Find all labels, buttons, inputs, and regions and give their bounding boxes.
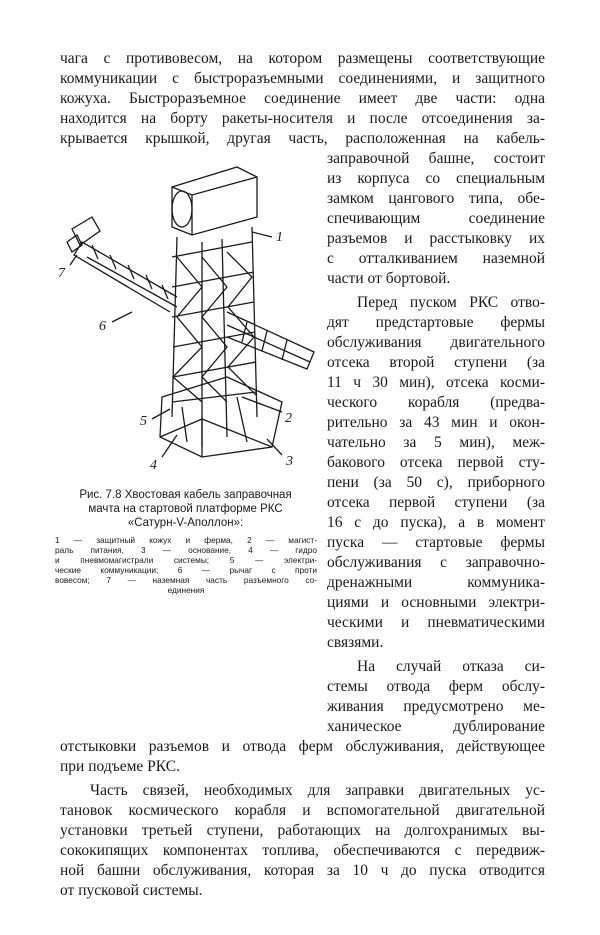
text-line: разъемов и расстыковку их bbox=[327, 230, 545, 247]
text-line: пуска — стартовые фермы bbox=[327, 534, 545, 551]
text-line: кожуха. Быстроразъемное соединение имеет две части: одна bbox=[60, 90, 545, 107]
text-line: стемы отвода ферм обслу- bbox=[327, 678, 545, 695]
text-line: связями. bbox=[327, 634, 384, 651]
text-line: отсека второй ступени (за bbox=[327, 354, 545, 371]
text-line: отсека первой ступени (за bbox=[327, 494, 545, 511]
text-line: обслуживания двигательного bbox=[327, 334, 545, 351]
text-line: 11 ч 30 мин), отсека косми- bbox=[327, 374, 545, 391]
figure-legend-line: и пневмомагистрали системы; 5 — электри- bbox=[55, 555, 317, 565]
text-line: Перед пуском РКС отво- bbox=[357, 294, 545, 311]
text-line: отстыковки разъемов и отвода ферм обслуживания, действующее bbox=[60, 738, 545, 755]
figure-legend-line: вовесом; 7 — наземная часть разъемного со- bbox=[55, 575, 317, 585]
text-line: чательно за 5 мин), меж- bbox=[327, 434, 545, 451]
text-line: крывается крышкой, другая часть, расположенная на кабель- bbox=[60, 130, 545, 147]
figure-caption: мачта на стартовой платформе РКС bbox=[88, 503, 283, 515]
text-line: чага с противовесом, на котором размещены соответствующие bbox=[60, 50, 545, 67]
text-line: с отталкиванием наземной bbox=[327, 250, 545, 267]
text-line: ханическое дублирование bbox=[327, 718, 545, 735]
text-line: сококипящих компонентах топлива, обеспечиваются с передвиж- bbox=[60, 842, 545, 859]
text-line: установки третьей ступени, работающих на долгохранимых вы- bbox=[60, 822, 545, 839]
figure-label: 6 bbox=[99, 319, 106, 334]
text-line: коммуникации с быстроразъемными соединениями, и защитного bbox=[60, 70, 545, 87]
text-line: от пусковой системы. bbox=[60, 882, 203, 899]
figure-caption: Рис. 7.8 Хвостовая кабель заправочная bbox=[79, 489, 292, 501]
text-line: дят предстартовые фермы bbox=[327, 314, 545, 331]
text-line: ной башни обслуживания, которая за 10 ч до пуска отводится bbox=[60, 862, 545, 879]
text-line: пени (за 50 с), приборного bbox=[327, 474, 545, 491]
text-line: тановок космического корабля и вспомогательной двигательной bbox=[60, 802, 545, 819]
figure-label: 2 bbox=[285, 411, 292, 426]
text-line: находится на борту ракеты-носителя и после отсоединения за- bbox=[60, 110, 545, 127]
figure-legend-line: единения bbox=[167, 585, 205, 595]
figure-label: 4 bbox=[150, 458, 157, 473]
text-line: из корпуса со специальным bbox=[327, 170, 545, 187]
figure-legend-line: 1 — защитный кожух и ферма, 2 — магист- bbox=[55, 535, 317, 545]
text-line: Часть связей, необходимых для заправки двигательных ус- bbox=[90, 782, 545, 799]
text-line: дренажными коммуникa- bbox=[327, 574, 545, 591]
text-line: ческого корабля (предва- bbox=[327, 394, 545, 411]
text-line: части от бортовой. bbox=[327, 270, 451, 287]
text-line: заправочной башне, состоит bbox=[327, 150, 545, 167]
text-line: обслуживания с заправочно- bbox=[327, 554, 545, 571]
text-line: спечивающим соединение bbox=[327, 210, 545, 227]
figure-label: 1 bbox=[276, 230, 283, 245]
text-line: рительно за 43 мин и окон- bbox=[327, 414, 545, 431]
text-line: живания предусмотрено ме- bbox=[327, 698, 545, 715]
text-line: замком цангового типа, обе- bbox=[327, 190, 545, 207]
text-line: ческими и пневматическими bbox=[327, 614, 545, 631]
figure-legend-line: ческие коммуникации; 6 — рычаг с проти bbox=[55, 565, 317, 575]
text-line: На случай отказа си- bbox=[357, 658, 545, 675]
text-line: 16 с до пуска), а в момент bbox=[327, 514, 545, 531]
figure-legend-line: раль питания, 3 — основание, 4 — гидро bbox=[55, 545, 317, 555]
text-line: бакового отсека первой сту- bbox=[327, 454, 545, 471]
figure-label: 3 bbox=[286, 454, 293, 469]
text-line: при подъеме РКС. bbox=[60, 758, 180, 775]
figure-caption: «Сатурн-V-Аполлон»: bbox=[127, 517, 244, 529]
text-line: циями и основными электри- bbox=[327, 594, 545, 611]
umbilical-tower-illustration bbox=[52, 147, 317, 487]
figure-label: 5 bbox=[140, 414, 147, 429]
figure-label: 7 bbox=[58, 266, 65, 281]
